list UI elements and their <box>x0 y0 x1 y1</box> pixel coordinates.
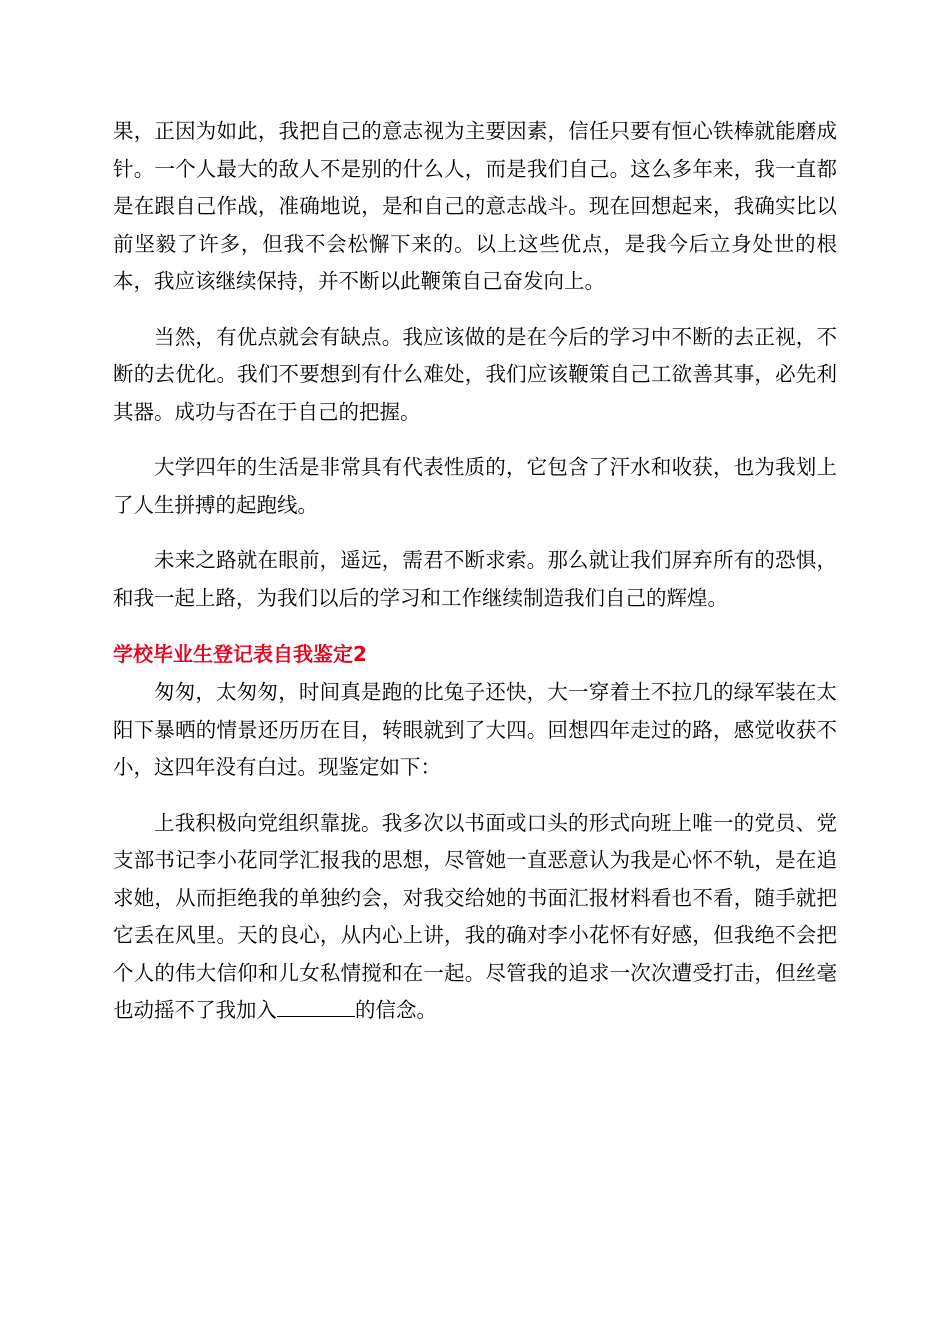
paragraph: 匆匆，太匆匆，时间真是跑的比兔子还快，大一穿着土不拉几的绿军装在太阳下暴晒的情景还历历在目，转眼就到了大四。回想四年走过的路，感觉收获不小，这四年没有白过。现鉴定如下： <box>113 680 837 779</box>
paragraph: 未来之路就在眼前，遥远，需君不断求索。那么就让我们屏弃所有的恐惧，和我一起上路，为我们以后的学习和工作继续制造我们自己的辉煌。 <box>113 548 837 610</box>
paragraph-with-blank <box>113 805 837 1030</box>
paragraph-text: 上我积极向党组织靠拢。我多次以书面或口头的形式向班上唯一的党员、党支部书记李小花同学汇报我的思想，尽管她一直恶意认为我是心怀不轨，是在追求她，从而拒绝我的单独约会，对我交给她的书面汇报材料看也不看，随手就把它丢在风里。天的良心，从内心上讲，我的确对李小花怀有好感，但我绝不会把个人的伟大信仰和儿女私情搅和在一起。尽管我的追求一次次遭受打击，但丝毫也动摇不了我加入 <box>113 810 837 1022</box>
paragraph-end-text: 的信念。 <box>355 998 437 1022</box>
document-page <box>113 113 837 1048</box>
fill-in-blank <box>277 999 355 1017</box>
paragraph: 果，正因为如此，我把自己的意志视为主要因素，信任只要有恒心铁棒就能磨成针。一个人最大的敌人不是别的什么人，而是我们自己。这么多年来，我一直都是在跟自己作战，准确地说，是和自己的意志战斗。现在回想起来，我确实比以前坚毅了许多，但我不会松懈下来的。以上这些优点，是我今后立身处世的根本，我应该继续保持，并不断以此鞭策自己奋发向上。 <box>113 119 837 293</box>
paragraph: 大学四年的生活是非常具有代表性质的，它包含了汗水和收获，也为我划上了人生拼搏的起跑线。 <box>113 455 837 517</box>
paragraph: 当然，有优点就会有缺点。我应该做的是在今后的学习中不断的去正视，不断的去优化。我们不要想到有什么难处，我们应该鞭策自己工欲善其事，必先利其器。成功与否在于自己的把握。 <box>113 324 837 424</box>
section-heading: 学校毕业生登记表自我鉴定2 <box>113 642 367 666</box>
